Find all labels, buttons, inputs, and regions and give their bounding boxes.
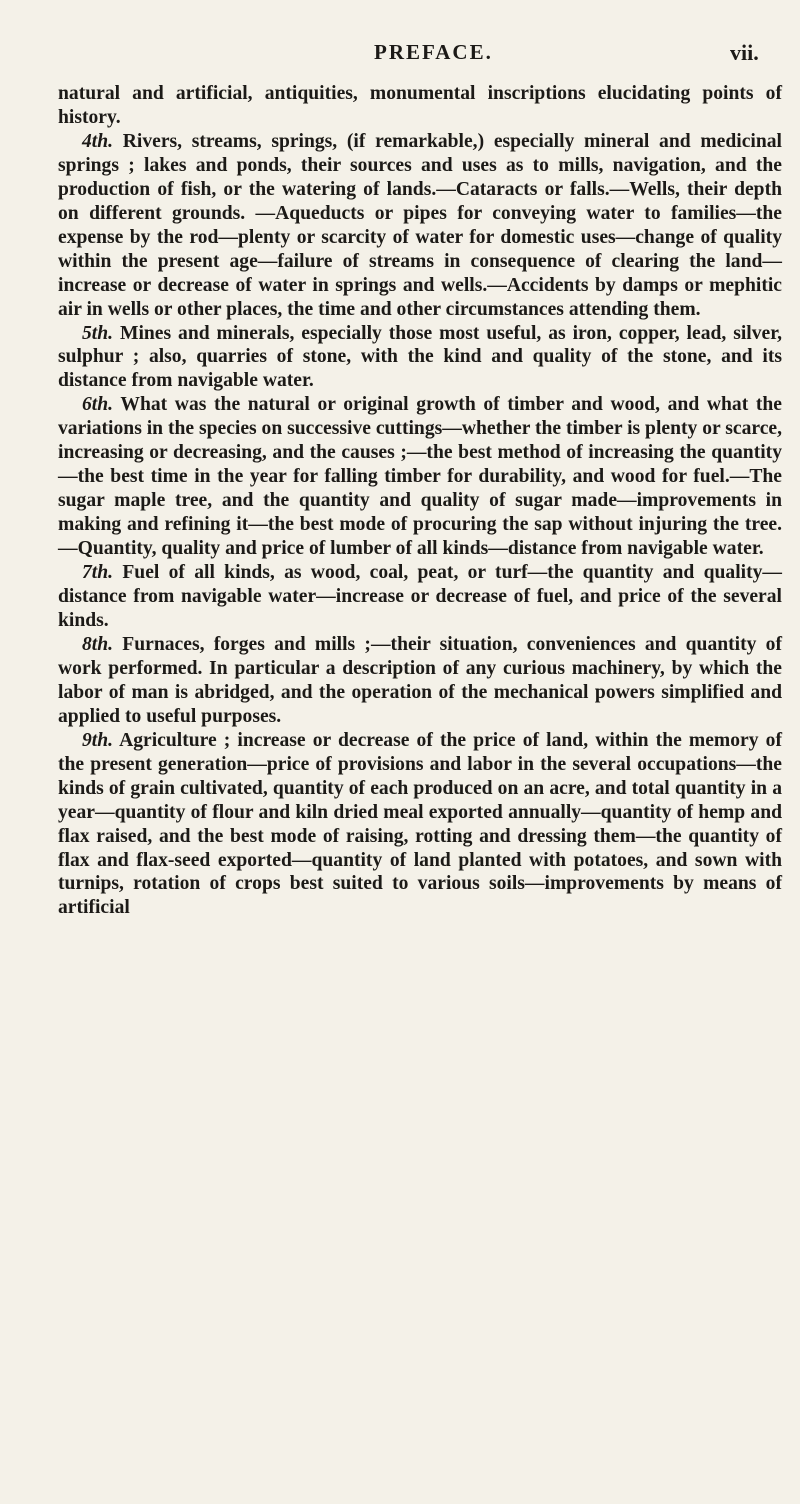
paragraph-text: Fuel of all kinds, as wood, coal, peat, or turf—the quantity and quality—distance from navigable water—increase or decrease of fuel, and price of the several kinds. — [58, 562, 782, 631]
paragraph-text: What was the natural or original growth of timber and wood, and what the variations in the species on successive cuttings—whether the timber is plenty or scarce, increasing or decreasing, and the causes ;—the best method of increasing the quantity—the best time in the year for falling timber for durability, and wood for fuel.—The sugar maple tree, and the quantity and quality of sugar made—improvements in making and refining it—the best mode of procuring the sap without injuring the tree.—Quantity, quality and price of lumber of all kinds—distance from navigable water. — [58, 394, 783, 560]
paragraph-text: Agriculture ; increase or decrease of the price of land, within the memory of the present generation—price of provisions and labor in the several occupations—the kinds of grain cultivated, quantity of each produced on an acre, and total quantity in a year—quantity of flour and kiln dried meal exported annually—quantity of hemp and flax raised, and the best mode of raising, rotting and dressing them—the quantity of flax and flax-seed exported—quantity of land planted with potatoes, and sown with turnips, rotation of crops best suited to various soils—improvements by means of artificial — [58, 729, 782, 919]
page-number: vii. — [730, 40, 759, 65]
paragraph-continuation — [58, 82, 782, 130]
paragraph-text: Furnaces, forges and mills ;—their situation, conveniences and quantity of work performed. In particular a description of any curious machinery, by which the labor of man is abridged, and the operation of the mechanical powers simplified and applied to useful purposes. — [58, 633, 783, 727]
paragraph-text: Mines and minerals, especially those most useful, as iron, copper, lead, silver, sulphur ; also, quarries of stone, with the kind and quality of the stone, and its distance from navigable water. — [58, 322, 782, 392]
paragraph-text: Rivers, streams, springs, (if remarkable,) especially mineral and medicinal springs ; lakes and ponds, their sources and uses as to mills, navigation, and the production of fish, or the watering of lands.—Cataracts or falls.—Wells, their depth on different grounds. —Aqueducts or pipes for conveying water to families—the expense by the rod—plenty or scarcity of water for domestic uses—change of quality within the present age—failure of streams in consequence of clearing the land—increase or decrease of water in springs and wells.—Accidents by damps or mephitic air in wells or other places, the time and other circumstances attending them. — [58, 130, 782, 320]
paragraph-5th — [58, 322, 782, 394]
body-text — [58, 82, 782, 920]
paragraph-ordinal: 8th. — [82, 633, 114, 655]
paragraph-ordinal: 9th. — [82, 729, 114, 751]
paragraph-9th — [58, 729, 782, 921]
paragraph-8th — [58, 633, 782, 729]
paragraph-ordinal: 7th. — [82, 562, 114, 584]
paragraph-ordinal: 5th. — [82, 322, 114, 344]
paragraph-ordinal: 4th. — [82, 130, 114, 152]
running-head-title: PREFACE. — [374, 40, 493, 64]
paragraph-text: natural and artificial, antiquities, monumental inscriptions elucidating points of history. — [58, 83, 782, 128]
paragraph-ordinal: 6th. — [82, 394, 114, 416]
running-head — [0, 40, 800, 70]
paragraph-4th — [58, 130, 782, 322]
paragraph-7th — [58, 561, 782, 633]
paragraph-6th — [58, 393, 782, 561]
